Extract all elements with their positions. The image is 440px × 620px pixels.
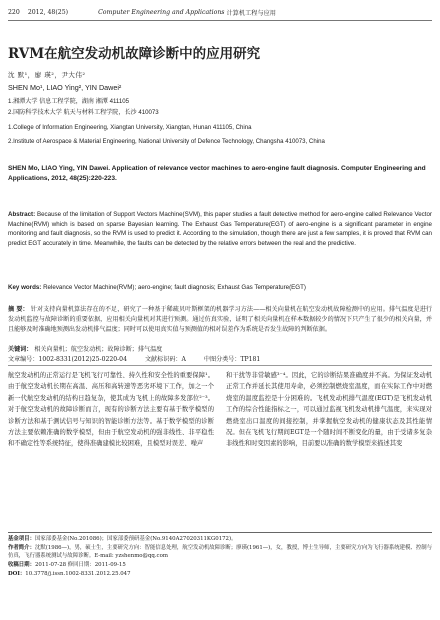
footnotes xyxy=(8,532,432,579)
affiliation-2-cn: 2.国防科学技术大学 航天与材料工程学院，长沙 410073 xyxy=(8,109,159,116)
affiliation-2-en: 2.Institute of Aerospace & Material Engineering, National University of Defence Technology, Changsha 410073, China xyxy=(8,138,325,145)
footnote-doi xyxy=(8,570,432,579)
abstract-cn-text: 针对支持向量机算法存在的不足，研究了一种基于稀疏贝叶斯框架的机器学习方法——相关向量机在航空发动机故障检测中的应用。排气温度是进行发动机监控与故障诊断的重要依据，应用相关向量机对其进行预测。通过仿真实验，证明了相关向量机在样本数据较少的情况下只产生了很少的相关向量，并且能够及时准确地预测出发动机排气温度；同时可以使用真实值与预测值的相对误差作为系统是否发生故障的判断依据。 xyxy=(8,306,433,333)
footnote-doi-label: DOI： xyxy=(8,570,26,577)
keywords-cn-text: 相关向量机；航空发动机；故障诊断；排气温度 xyxy=(34,346,163,353)
volume-info: 2012, 48(25) xyxy=(27,8,69,16)
abstract-en-label: Abstract: xyxy=(8,211,36,218)
affiliation-1-en: 1.College of Information Engineering, Xiangtan University, Xiangtan, Hunan 411105, China xyxy=(8,124,252,131)
footnote-doi-text: 10.3778/j.issn.1002-8331.2012.25.047 xyxy=(25,570,131,577)
body-column-right: 和干扰等非常敏感³⁻⁴。因此，它的诊断结果准确度并不高。为保证发动机正常工作并延长其使用寿命，必须控制燃烧室温度，而在实际工作中对燃烧室的温度监控是十分困难的。飞机发动机排气温度(EGT)是飞机发动机工作的综合性能指标之一，可以通过监视飞机发动机排气温度，来实现对燃烧室出口温度的间接控制，并掌握航空发动机的健康状态及其性能情况。但在飞机飞行期间EGT是一个随时间不断变化的量，由于受诸多复杂非线性和时变因素的影响，目前要以准确的数学模型来描述其变 xyxy=(226,372,432,448)
paper-title: RVM在航空发动机故障诊断中的应用研究 xyxy=(8,46,261,62)
authors-cn: 沈 默¹，廖 瑛²，尹大伟² xyxy=(8,71,86,79)
classification-line xyxy=(8,354,432,363)
section-divider xyxy=(8,365,432,366)
keywords-en-text: Relevance Vector Machine(RVM); aero-engine; fault diagnosis; Exhaust Gas Temperature(EGT) xyxy=(43,284,306,291)
footnote-funding-text: 国家部委基金(No.201086)；国家部委预研基金(No.9140A27020311KG0172)。 xyxy=(34,536,237,542)
footnote-dates-label: 收稿日期： xyxy=(8,562,35,569)
abstract-en xyxy=(8,210,432,248)
authors-en: SHEN Mo¹, LIAO Ying², YIN Dawei² xyxy=(8,83,122,92)
keywords-en-label: Key words: xyxy=(8,284,42,291)
footnote-authors-text: 沈默(1986—)，男，硕士生，主要研究方向：智能信息处理，航空发动机故障诊断；廖瑛(1961—)，女，教授，博士生导师，主要研究方向为飞行器系统建模、控制与仿真，飞行器系统测试与故障诊断。E-mail: yzshenmo@qq.com xyxy=(8,544,432,560)
abstract-en-text: Because of the limitation of Support Vectors Machine(SVM), this paper studies a fault detective method for aero-engine called Relevance Vector Machine(RVM) which is based on sparse Bayesian learning. The Exhaust Gas Temperature(EGT) of aero-engine is a significant parameter in engine monitoring and fault diagnosis, so the RVM is used to predict it. According to the simulation, though there are just a few samples, it is proved that RVM can predict EGT accurately in time. Meanwhile, the faults can be detected by the relative errors between the real and the predictive. xyxy=(8,211,432,247)
keywords-cn-label: 关键词： xyxy=(8,346,33,353)
affiliation-1-cn: 1.湘潭大学 信息工程学院，湖南 湘潭 411105 xyxy=(8,98,129,105)
document-code: 文献标识码：A xyxy=(144,356,186,363)
journal-name-en: Computer Engineering and Applications xyxy=(98,8,225,16)
footnote-dates xyxy=(8,561,432,570)
abstract-cn-label: 摘 要： xyxy=(8,306,29,313)
running-header xyxy=(8,4,432,21)
clc-number: 中图分类号：TP181 xyxy=(203,356,261,363)
keywords-en xyxy=(8,283,432,292)
footnote-authors xyxy=(8,544,432,561)
journal-name-cn: 计算机工程与应用 xyxy=(226,9,276,17)
article-number: 文章编号：1002-8331(2012)25-0220-04 xyxy=(8,356,127,363)
footnote-divider xyxy=(8,532,432,533)
footnote-dates-text: 2011-07-28 修回日期：2011-09-15 xyxy=(34,562,126,569)
body-column-left: 航空发动机的正常运行是飞机飞行可靠性、持久性和安全性的重要保障¹。由于航空发动机长期在高温、高压和高转速等恶劣环境下工作，加之一个新一代航空发动机的结构日趋复杂，使其成为飞机上的故障多发部位²⁻³。对于航空发动机的故障诊断而言，现有的诊断方法主要有基于数学模型的诊断方法和基于测试信号与知识的智能诊断方法等。基于数学模型的诊断方法主要依赖准确的数学模型，但由于航空发动机的强非线性、非平稳性和不确定性等系统特征，使得准确建模比较困难，且模型对误差、噪声 xyxy=(8,372,214,448)
footnote-authors-label: 作者简介： xyxy=(8,544,35,551)
keywords-cn xyxy=(8,345,432,354)
footnote-funding xyxy=(8,535,432,544)
abstract-cn xyxy=(8,305,432,335)
citation: SHEN Mo, LIAO Ying, YIN Dawei. Application of relevance vector machines to aero-engine fault diagnosis. Computer Engineering and Applications, 2012, 48(25):220-223. xyxy=(8,165,426,182)
page-number: 220 xyxy=(8,8,20,16)
footnote-funding-label: 基金项目： xyxy=(8,536,35,542)
